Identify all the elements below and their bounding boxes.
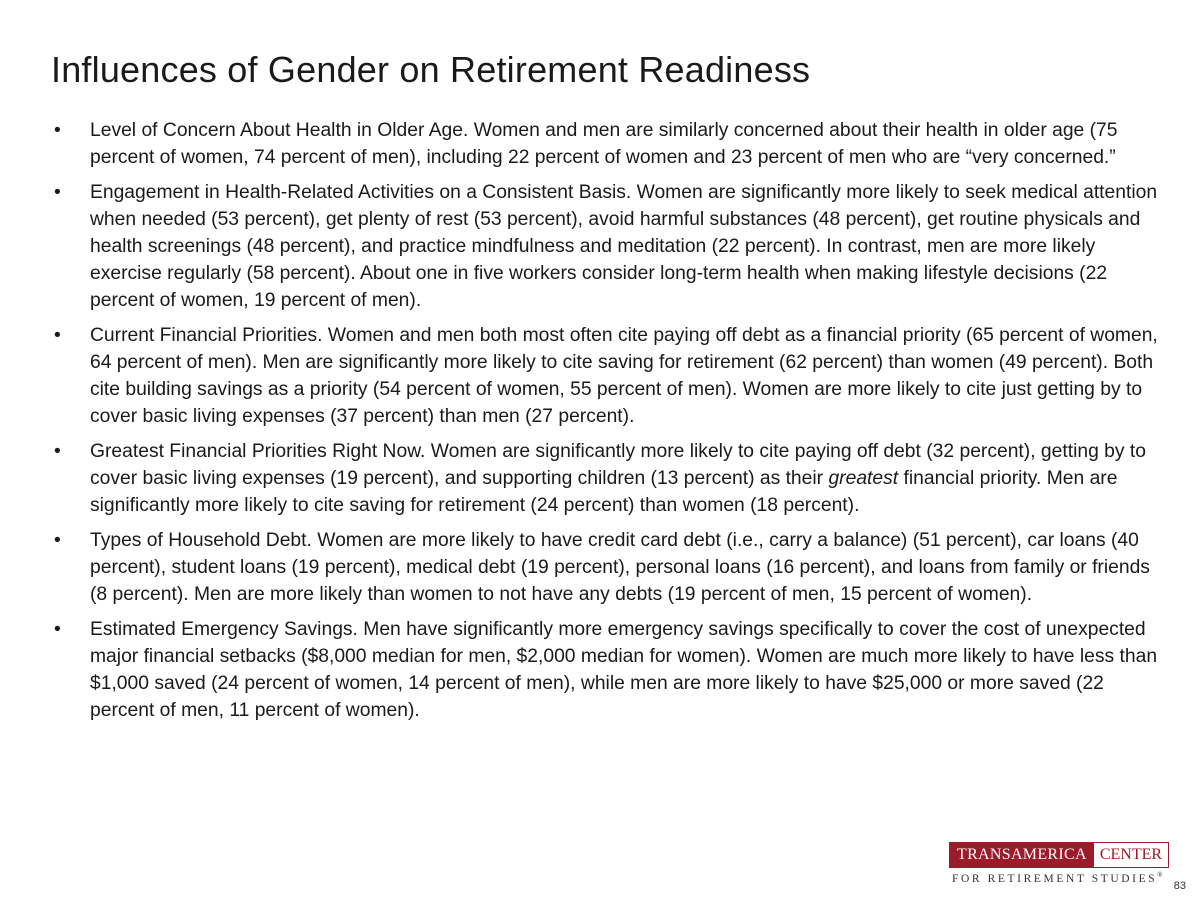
bullet-icon: • [54,325,61,346]
logo-name-left: TRANSAMERICA [950,843,1094,867]
bullet-text: Types of Household Debt. Women are more likely to have credit card debt (i.e., carry a balance) (51 percent), car loans (40 percent), student loans (19 percent), medical debt (19 percent), personal loans (16 percent), and loans from family or friends (8 percent). Men are more likely than women to not have any debts (19 percent of men, 15 percent of women). [90,530,1150,605]
bullet-health-concern [51,117,1163,171]
bullet-greatest-priorities [51,438,1163,519]
bullet-icon: • [54,120,61,141]
bullet-text: Current Financial Priorities. Women and men both most often cite paying off debt as a financial priority (65 percent of women, 64 percent of men). Men are significantly more likely to cite saving for retirement (62 percent) than women (49 percent). Both cite building savings as a priority (54 percent of women, 55 percent of men). Women are more likely to cite just getting by to cover basic living expenses (37 percent) than men (27 percent). [90,325,1158,427]
bullet-icon: • [54,182,61,203]
bullet-text: Estimated Emergency Savings. Men have significantly more emergency savings specifically to cover the cost of unexpected major financial setbacks ($8,000 median for men, $2,000 median for women). Women are much more likely to have less than $1,000 saved (24 percent of women, 14 percent of men), while men are more likely to have $25,000 or more saved (22 percent of men, 11 percent of women). [90,619,1158,721]
logo-subtitle-text: FOR RETIREMENT STUDIES [952,872,1158,885]
logo-wordmark [949,842,1169,868]
bullet-icon: • [54,441,61,462]
bullet-icon: • [54,530,61,551]
bullet-health-activities [51,179,1163,314]
bullet-text: Engagement in Health-Related Activities on a Consistent Basis. Women are significantly more likely to seek medical attention when needed (53 percent), get plenty of rest (53 percent), avoid harmful substances (48 percent), get routine physicals and health screenings (48 percent), and practice mindfulness and meditation (22 percent). In contrast, men are more likely exercise regularly (58 percent). About one in five workers consider long-term health when making lifestyle decisions (22 percent of women, 19 percent of men). [90,182,1158,311]
slide-title: Influences of Gender on Retirement Readiness [51,49,811,90]
bullet-household-debt [51,527,1163,608]
bullet-list [51,117,1163,732]
bullet-text-emphasis: greatest [828,468,899,489]
bullet-emergency-savings [51,616,1163,724]
bullet-text-before: Greatest Financial Priorities Right Now. Women are significantly more likely to cite paying off debt (32 percent), getting by to cover basic living expenses (19 percent), and supporting children (13 percent) as their [90,441,1146,489]
logo-subtitle [949,871,1169,885]
bullet-financial-priorities [51,322,1163,430]
bullet-text: Level of Concern About Health in Older Age. Women and men are similarly concerned about their health in older age (75 percent of women, 74 percent of men), including 22 percent of women and 23 percent of men who are “very concerned.” [90,120,1118,168]
logo-name-right: CENTER [1094,843,1168,867]
bullet-icon: • [54,619,61,640]
bullet-text-after: financial priority. Men are significantly more likely to cite saving for retirement (24 percent) than women (18 percent). [90,468,1118,516]
page-number: 83 [1173,880,1186,892]
transamerica-center-logo [949,842,1169,885]
registered-mark: ® [1157,871,1163,879]
